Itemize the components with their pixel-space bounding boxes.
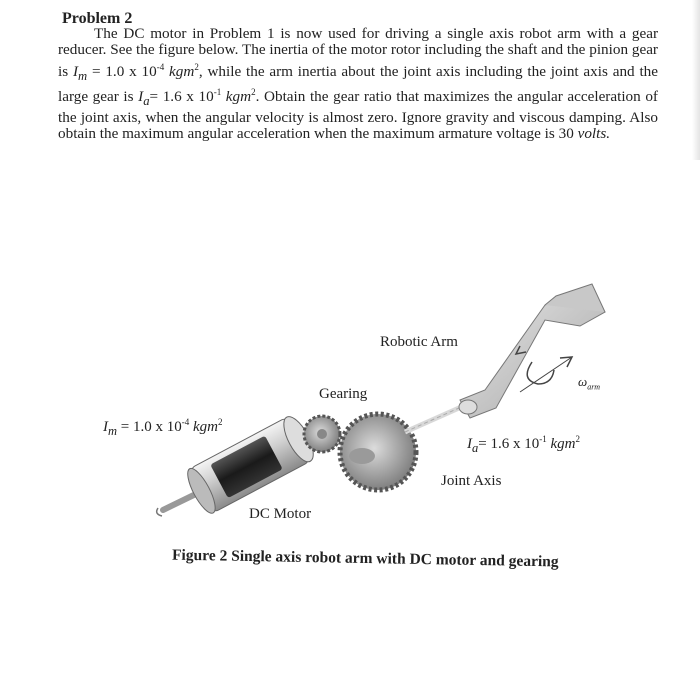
ia-exp: -1 [213,87,222,98]
im-sub: m [78,68,88,83]
ia-figure-unit: kgm [546,436,576,452]
joint-axis-shaft [405,404,468,432]
im-exp: -4 [156,61,165,72]
rotation-arrow-icon [516,346,572,392]
ia-figure-exp: -1 [539,434,547,444]
ia-figure-symbol: I [467,436,472,452]
im-symbol: I [72,62,79,80]
volts-text: volts. [577,125,611,143]
im-figure-symbol: I [103,419,108,435]
im-figure-sub: m [108,424,118,438]
im-unit-exp: 2 [194,61,199,72]
im-value: = 1.0 x 10 [87,62,157,80]
dc-motor-label: DC Motor [249,506,312,522]
gearing-label: Gearing [319,386,368,402]
ia-sub: a [143,94,150,109]
im-figure-exp: -4 [181,417,190,427]
statement-part2: , while the arm inertia about the joint axis including the joint axis and the large gear is [58,62,658,106]
problem-heading: Problem 2 [62,10,133,27]
omega-symbol: ω [578,374,588,389]
im-figure-unit: kgm [189,419,218,435]
statement-part1: The DC motor in Problem 1 is now used for driving a single axis robot arm with a gear reducer. See the figure below. The inertia of the motor rotor including the shaft and the pinion gear is [58,25,658,80]
ia-figure-value: = 1.6 x 10 [478,436,540,452]
im-unit: kgm [164,62,195,80]
omega-sub: arm [587,382,601,392]
ia-figure-sub: a [472,441,479,455]
ia-unit-exp: 2 [251,87,256,98]
ia-figure-label [467,434,580,456]
large-gear [340,414,416,490]
im-figure-unit-exp: 2 [218,417,223,427]
statement-part3: . Obtain the gear ratio that maximizes the angular acceleration of the joint axis, when the angular velocity is almost zero. Ignore gravity and viscous damping. Also obtain the maximum angular acceleration when the maximum armature voltage is 30 [58,88,658,143]
joint-axis-label: Joint Axis [441,473,502,489]
motor-shaft [157,492,200,516]
robotic-arm [459,284,605,418]
pinion-gear [304,416,340,452]
figure-caption: Figure 2 Single axis robot arm with DC motor and gearing [171,546,559,571]
ia-unit: kgm [221,88,252,106]
ia-figure-unit-exp: 2 [575,434,580,444]
omega-arm-label [578,374,600,392]
robotic-arm-label: Robotic Arm [380,334,458,350]
ia-symbol: I [138,88,144,106]
im-figure-value: = 1.0 x 10 [117,419,182,435]
ia-value: = 1.6 x 10 [149,88,214,106]
im-figure-label [103,417,223,439]
